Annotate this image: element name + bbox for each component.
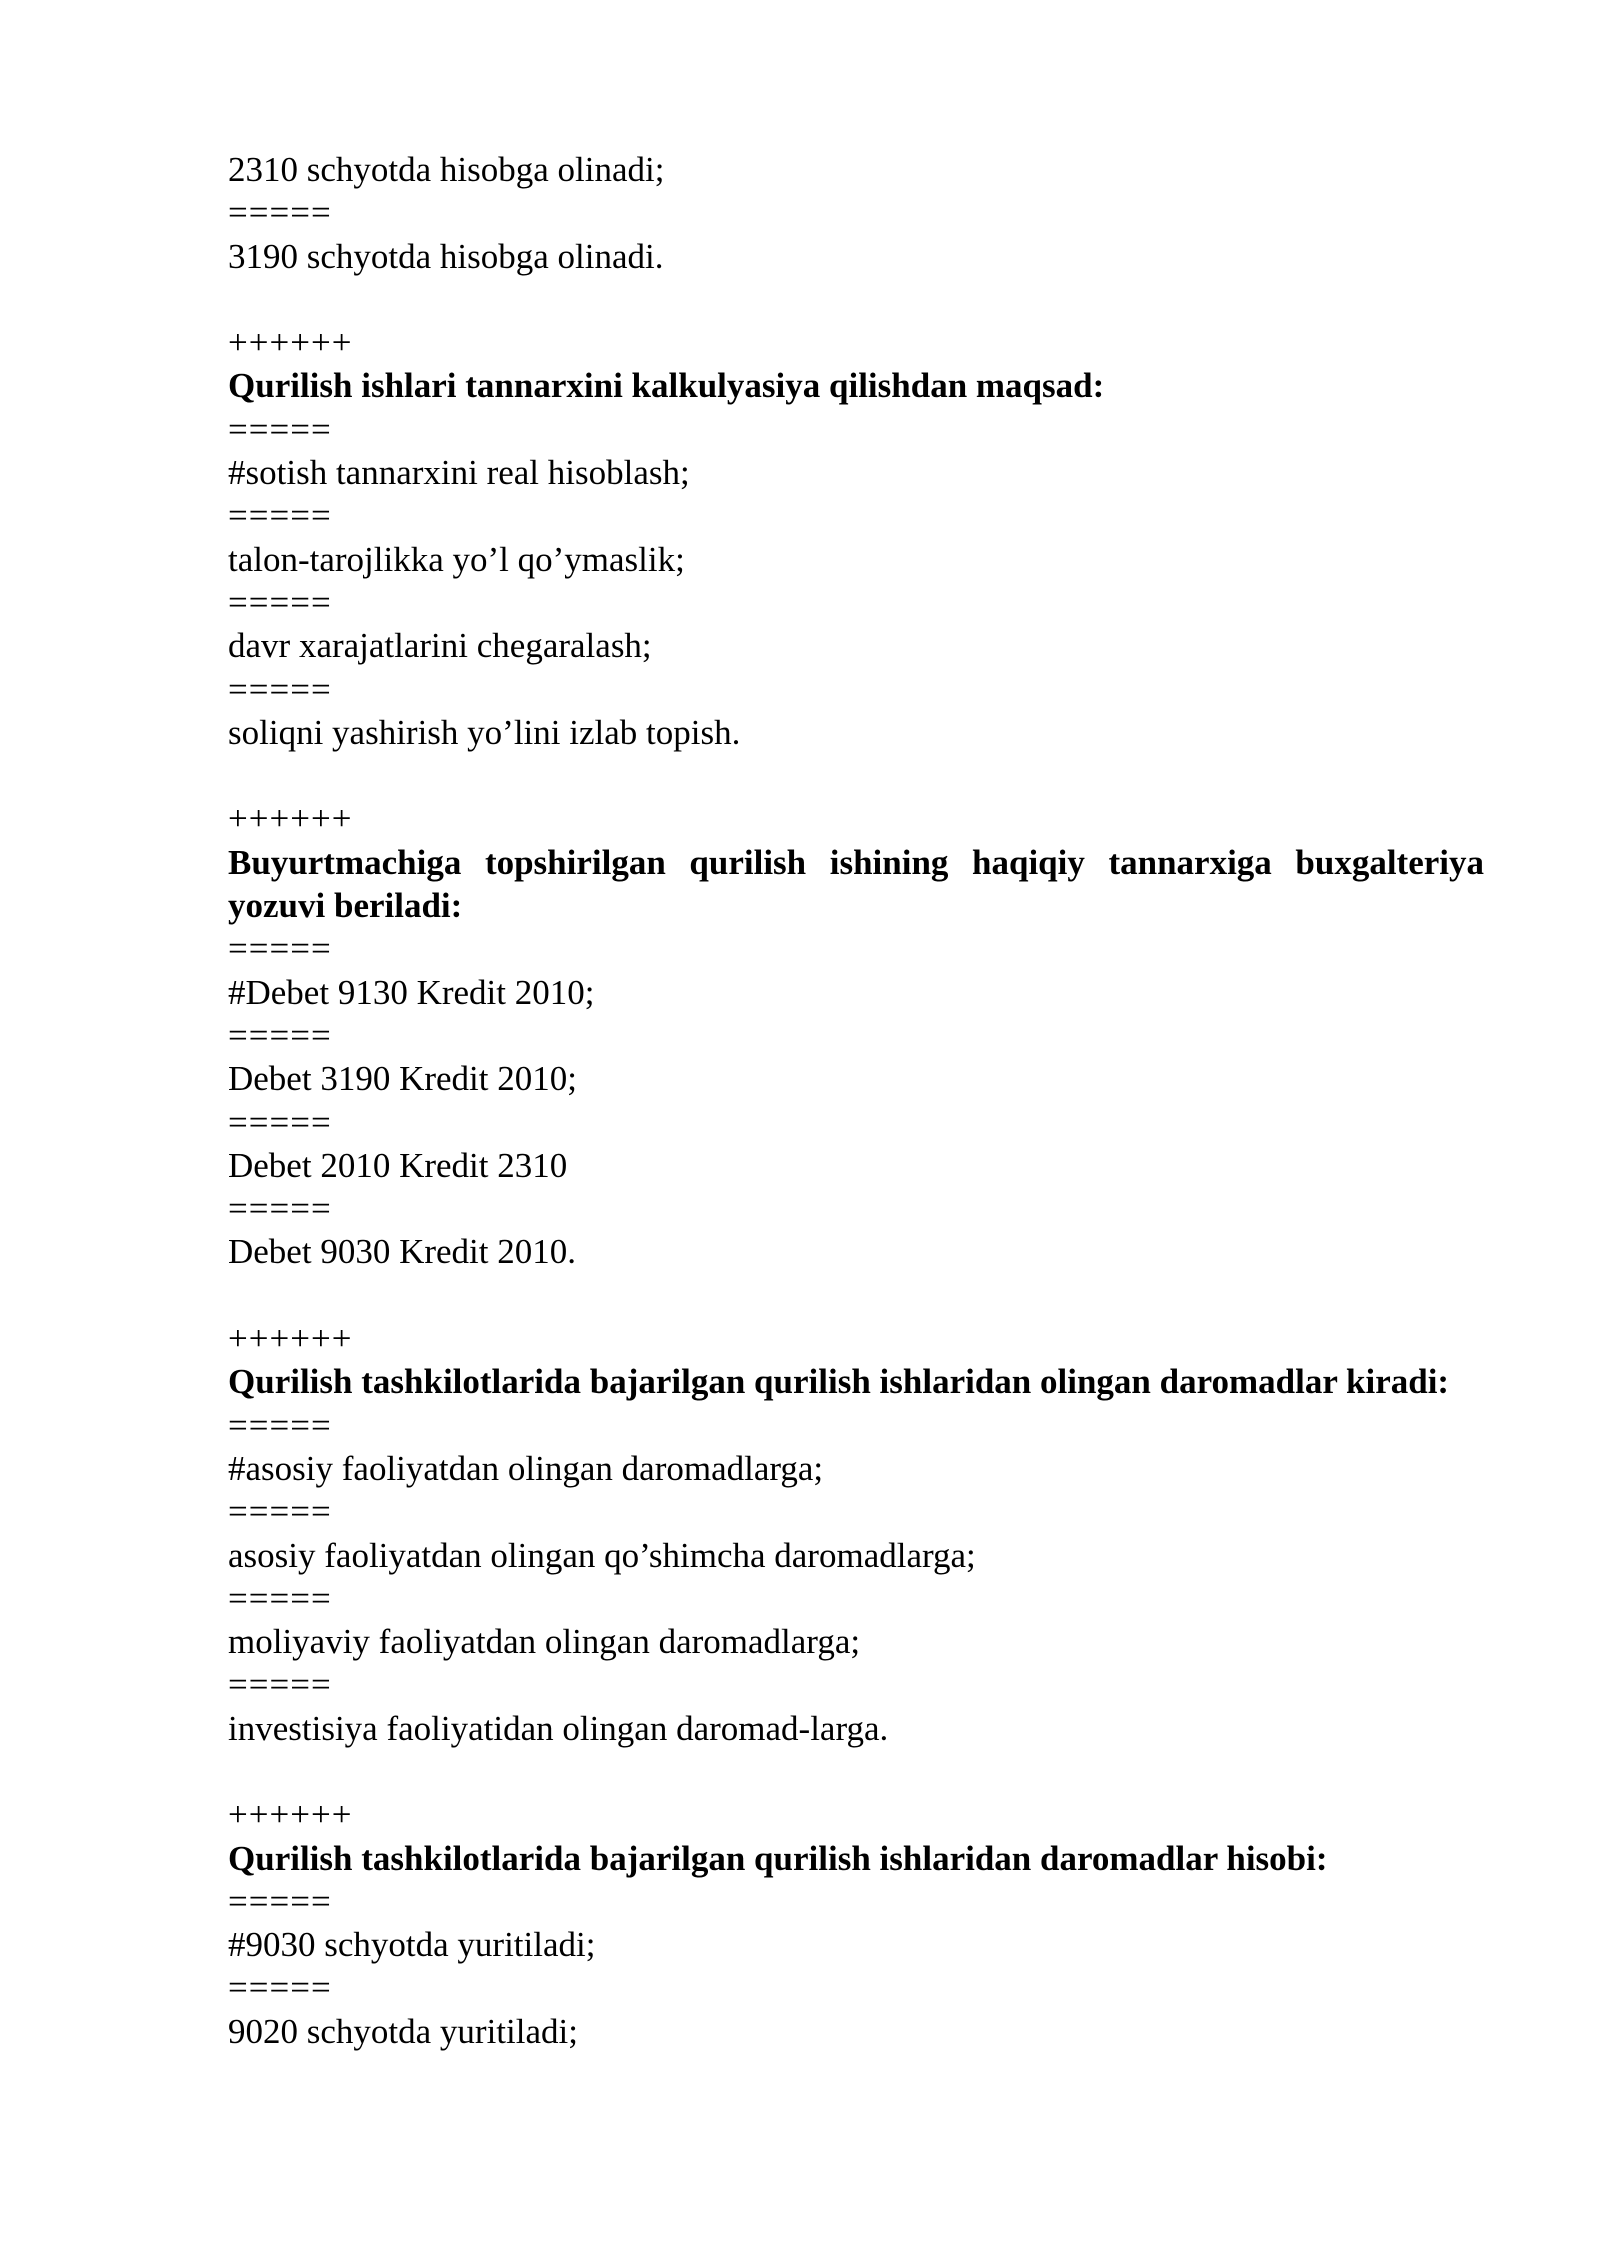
separator: ===== xyxy=(228,1015,332,1055)
answer-option: 2310 schyotda hisobga olinadi; xyxy=(228,150,665,189)
question-text: Buyurtmachiga topshirilgan qurilish ishining haqiqiy tannarxiga buxgalteriya yozuvi beriladi: xyxy=(228,842,1484,926)
question-text: Qurilish tashkilotlarida bajarilgan qurilish ishlaridan daromadlar hisobi: xyxy=(228,1838,1328,1878)
answer-option: moliyaviy faoliyatdan olingan daromadlarga; xyxy=(228,1622,861,1662)
answer-option: Debet 9030 Kredit 2010. xyxy=(228,1232,576,1272)
answer-option: #9030 schyotda yuritiladi; xyxy=(228,1925,596,1965)
separator: ===== xyxy=(228,1405,332,1445)
document-page xyxy=(228,148,1484,2053)
answer-option: #Debet 9130 Kredit 2010; xyxy=(228,972,595,1012)
separator: ===== xyxy=(228,1665,332,1705)
answer-option: #sotish tannarxini real hisoblash; xyxy=(228,453,690,493)
answer-option: 9020 schyotda yuritiladi; xyxy=(228,2011,578,2051)
separator: ===== xyxy=(228,1102,332,1142)
answer-option: talon-tarojlikka yo’l qo’ymaslik; xyxy=(228,539,685,579)
separator: ===== xyxy=(228,1492,332,1532)
question-marker: ++++++ xyxy=(228,323,353,363)
separator: ===== xyxy=(228,582,332,622)
separator: ===== xyxy=(228,409,332,449)
separator: ===== xyxy=(228,1189,332,1229)
answer-option: Debet 2010 Kredit 2310 xyxy=(228,1145,568,1185)
separator: ===== xyxy=(228,1881,332,1921)
separator: ===== xyxy=(228,1968,332,2008)
answer-option: davr xarajatlarini chegaralash; xyxy=(228,626,652,666)
spacer xyxy=(228,1750,1484,1793)
answer-option: asosiy faoliyatdan olingan qo’shimcha daromadlarga; xyxy=(228,1535,976,1575)
spacer xyxy=(228,754,1484,797)
answer-option: Debet 3190 Kredit 2010; xyxy=(228,1059,577,1099)
question-marker: ++++++ xyxy=(228,799,353,839)
answer-option: soliqni yashirish yo’lini izlab topish. xyxy=(228,712,741,752)
answer-option: investisiya faoliyatidan olingan daromad-larga. xyxy=(228,1708,889,1748)
spacer xyxy=(228,1274,1484,1317)
separator: ===== xyxy=(228,193,332,233)
separator: ===== xyxy=(228,496,332,536)
answer-option: 3190 schyotda hisobga olinadi. xyxy=(228,236,664,276)
separator: ===== xyxy=(228,929,332,969)
question-marker: ++++++ xyxy=(228,1319,353,1359)
question-text: Qurilish tashkilotlarida bajarilgan qurilish ishlaridan olingan daromadlar kiradi: xyxy=(228,1362,1450,1402)
question-marker: ++++++ xyxy=(228,1795,353,1835)
spacer xyxy=(228,278,1484,321)
separator: ===== xyxy=(228,669,332,709)
separator: ===== xyxy=(228,1578,332,1618)
question-text: Qurilish ishlari tannarxini kalkulyasiya qilishdan maqsad: xyxy=(228,366,1105,406)
answer-option: #asosiy faoliyatdan olingan daromadlarga; xyxy=(228,1448,824,1488)
